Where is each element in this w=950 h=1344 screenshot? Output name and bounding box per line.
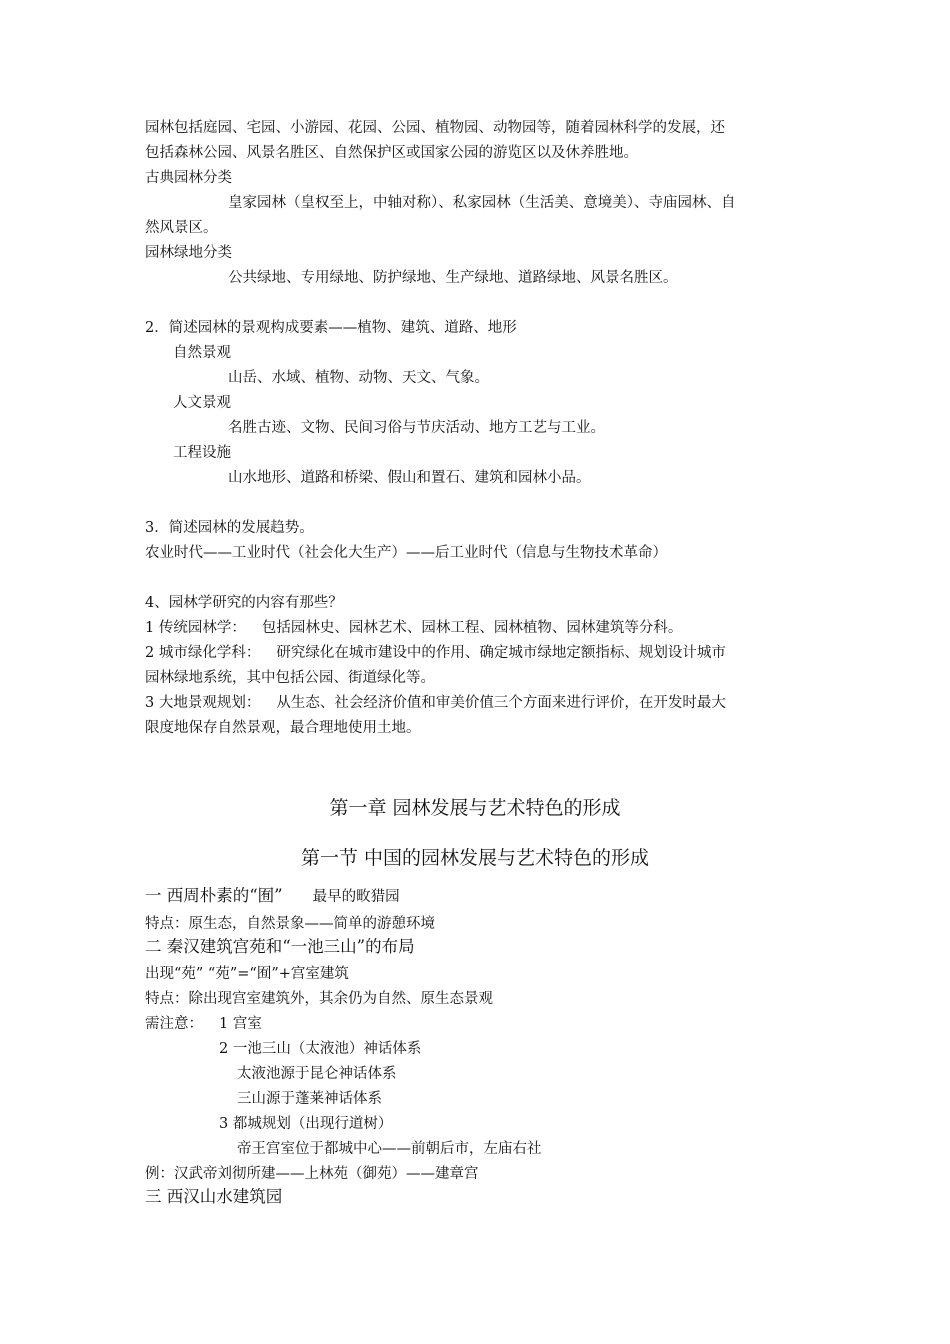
intro-line-2: 包括森林公园、风景名胜区、自然保护区或国家公园的游览区以及休养胜地。 [145,145,638,161]
part3-heading: 三 西汉山水建筑园 [145,1187,283,1206]
q4-item-2-label: 2 城市绿化学科： [145,645,261,661]
q2-title: 2．简述园林的景观构成要素——植物、建筑、道路、地形 [145,320,517,336]
classical-heading: 古典园林分类 [145,170,232,186]
part1-heading: 一 西周朴素的“囿” [145,886,283,905]
q2-nature-text: 山岳、水域、植物、动物、天文、气象。 [228,370,489,386]
q4-item-3-text-2: 限度地保存自然景观，最合理地使用土地。 [145,720,421,736]
section-title: 第一节 中国的园林发展与艺术特色的形成 [300,847,650,869]
q3-title: 3．简述园林的发展趋势。 [145,520,314,536]
greenland-line-1: 公共绿地、专用绿地、防护绿地、生产绿地、道路绿地、风景名胜区。 [228,270,678,286]
part2-note-3a: 帝王宫室位于都城中心——前朝后市，左庙右社 [237,1141,542,1157]
q4-item-1-text: 包括园林史、园林艺术、园林工程、园林植物、园林建筑等分科。 [261,620,683,636]
part2-note-1: 1 宫室 [219,1016,262,1032]
classical-line-2: 然风景区。 [145,220,218,236]
part2-appear: 出现“苑” “苑”=“囿”+宫室建筑 [145,966,349,982]
q4-item-2-text-2: 园林绿地系统，其中包括公园、街道绿化等。 [145,670,435,686]
part2-note-2b: 三山源于蓬莱神话体系 [237,1091,382,1107]
part1-row [145,886,400,907]
q4-item-3-text: 从生态、社会经济价值和审美价值三个方面来进行评价，在开发时最大 [276,695,726,711]
q2-nature-label: 自然景观 [173,345,231,361]
q4-item-2 [145,643,726,663]
chapter-title: 第一章 园林发展与艺术特色的形成 [329,797,621,819]
q4-item-3-label: 3 大地景观规划： [145,695,261,711]
q4-item-1 [145,618,682,638]
q4-item-2-text: 研究绿化在城市建设中的作用、确定城市绿地定额指标、规划设计城市 [276,645,726,661]
part2-heading: 二 秦汉建筑宫苑和“一池三山”的布局 [145,937,415,956]
part2-note-label: 需注意： [145,1016,203,1032]
greenland-heading: 园林绿地分类 [145,245,232,261]
q2-eng-text: 山水地形、道路和桥梁、假山和置石、建筑和园林小品。 [228,470,591,486]
part2-note-3: 3 都城规划（出现行道树） [219,1116,393,1132]
part2-example: 例：汉武帝刘彻所建——上林苑（御苑）——建章宫 [145,1166,479,1182]
q2-human-label: 人文景观 [173,395,231,411]
q4-title: 4、园林学研究的内容有那些？ [145,595,343,611]
q4-item-3 [145,693,726,713]
part1-feature: 特点：原生态，自然景象——简单的游憩环境 [145,916,435,932]
classical-line-1: 皇家园林（皇权至上，中轴对称）、私家园林（生活美、意境美）、寺庙园林、自 [228,195,736,211]
intro-line-1: 园林包括庭园、宅园、小游园、花园、公园、植物园、动物园等，随着园林科学的发展，还 [145,120,725,136]
q2-human-text: 名胜古迹、文物、民间习俗与节庆活动、地方工艺与工业。 [228,420,605,436]
part2-note-2: 2 一池三山（太液池）神话体系 [219,1041,422,1057]
part1-note: 最早的畋猎园 [312,889,400,905]
q4-item-1-label: 1 传统园林学： [145,620,246,636]
q3-text: 农业时代——工业时代（社会化大生产）——后工业时代（信息与生物技术革命） [145,545,667,561]
part2-feature: 特点：除出现宫室建筑外，其余仍为自然、原生态景观 [145,991,493,1007]
part2-note-2a: 太液池源于昆仑神话体系 [237,1066,397,1082]
q2-eng-label: 工程设施 [173,445,231,461]
